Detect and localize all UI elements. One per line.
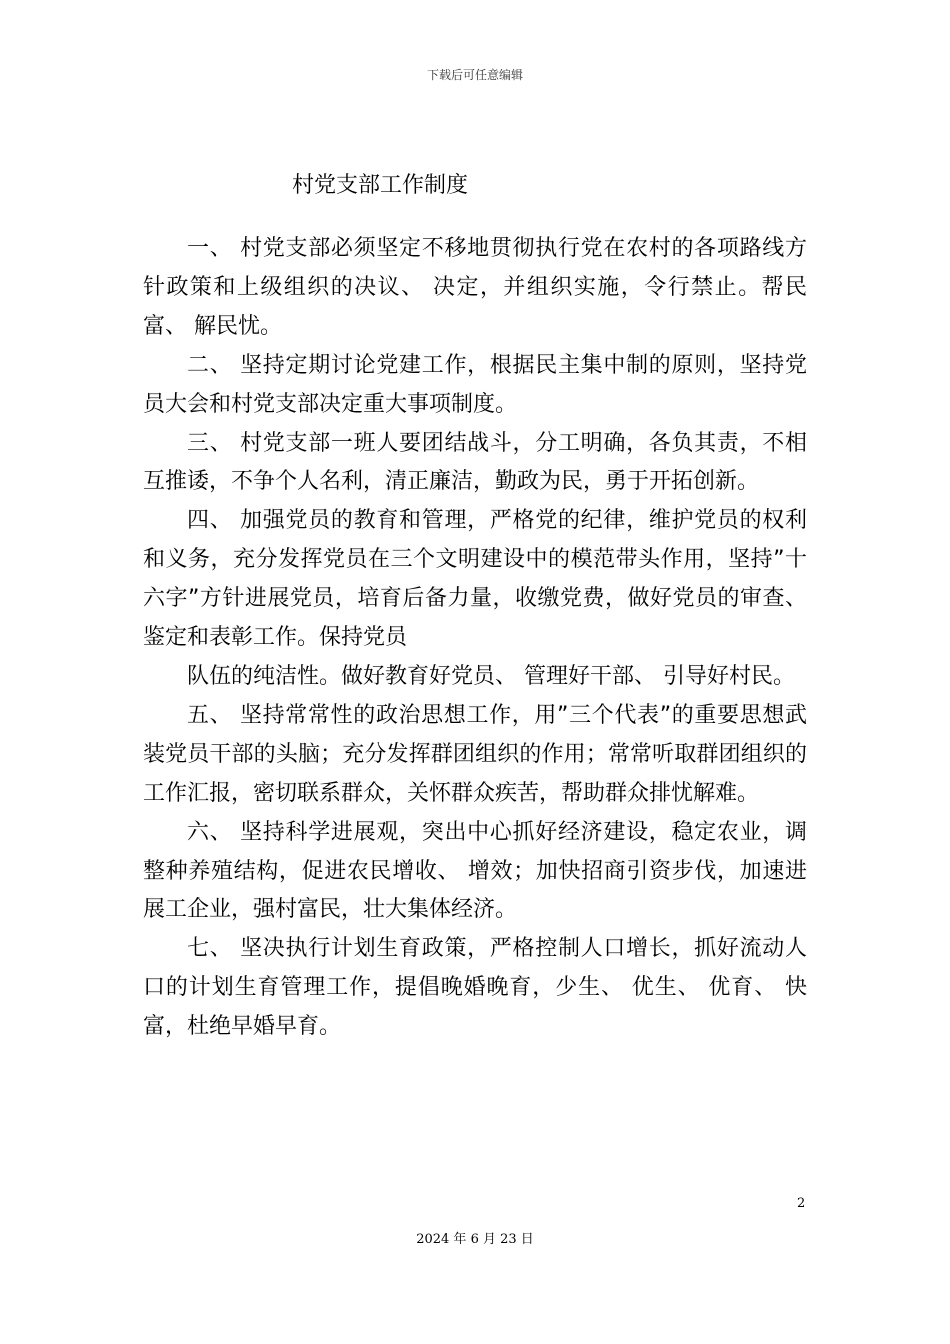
paragraph-2: 二、 坚持定期讨论党建工作，根据民主集中制的原则，坚持党员大会和村党支部决定重大事项制度。 <box>143 352 807 417</box>
paragraph-7: 七、 坚决执行计划生育政策，严格控制人口增长，抓好流动人口的计划生育管理工作，提倡晚婚晚育，少生、 优生、 优育、 快富，杜绝早婚早育。 <box>143 936 807 1040</box>
paragraph-5: 五、 坚持常常性的政治思想工作，用”三个代表”的重要思想武装党员干部的头脑；充分发挥群团组织的作用；常常听取群团组织的工作汇报，密切联系群众，关怀群众疾苦，帮助群众排忧解难。 <box>143 702 807 806</box>
document-title: 村党支部工作制度 <box>292 173 469 198</box>
page-number: 2 <box>797 1196 806 1211</box>
header-note: 下载后可任意编辑 <box>426 68 523 82</box>
paragraph-4: 四、 加强党员的教育和管理，严格党的纪律，维护党员的权利和义务，充分发挥党员在三个文明建设中的模范带头作用，坚持”十六字”方针进展党员，培育后备力量，收缴党费，做好党员的审查、 鉴定和表彰工作。保持党员 <box>143 508 807 651</box>
paragraph-4-continued: 队伍的纯洁性。做好教育好党员、 管理好干部、 引导好村民。 <box>187 663 795 689</box>
footer-date: 2024 年 6 月 23 日 <box>416 1232 534 1247</box>
paragraph-1: 一、 村党支部必须坚定不移地贯彻执行党在农村的各项路线方针政策和上级组织的决议、 决定，并组织实施，令行禁止。帮民富、 解民忧。 <box>143 236 807 339</box>
paragraph-3: 三、 村党支部一班人要团结战斗，分工明确，各负其责，不相互推诿，不争个人名利，清正廉洁，勤政为民，勇于开拓创新。 <box>143 430 807 495</box>
paragraph-6: 六、 坚持科学进展观，突出中心抓好经济建设，稳定农业，调整种养殖结构，促进农民增收、 增效；加快招商引资步伐，加速进展工企业，强村富民，壮大集体经济。 <box>143 819 807 923</box>
document-body <box>143 230 807 1047</box>
